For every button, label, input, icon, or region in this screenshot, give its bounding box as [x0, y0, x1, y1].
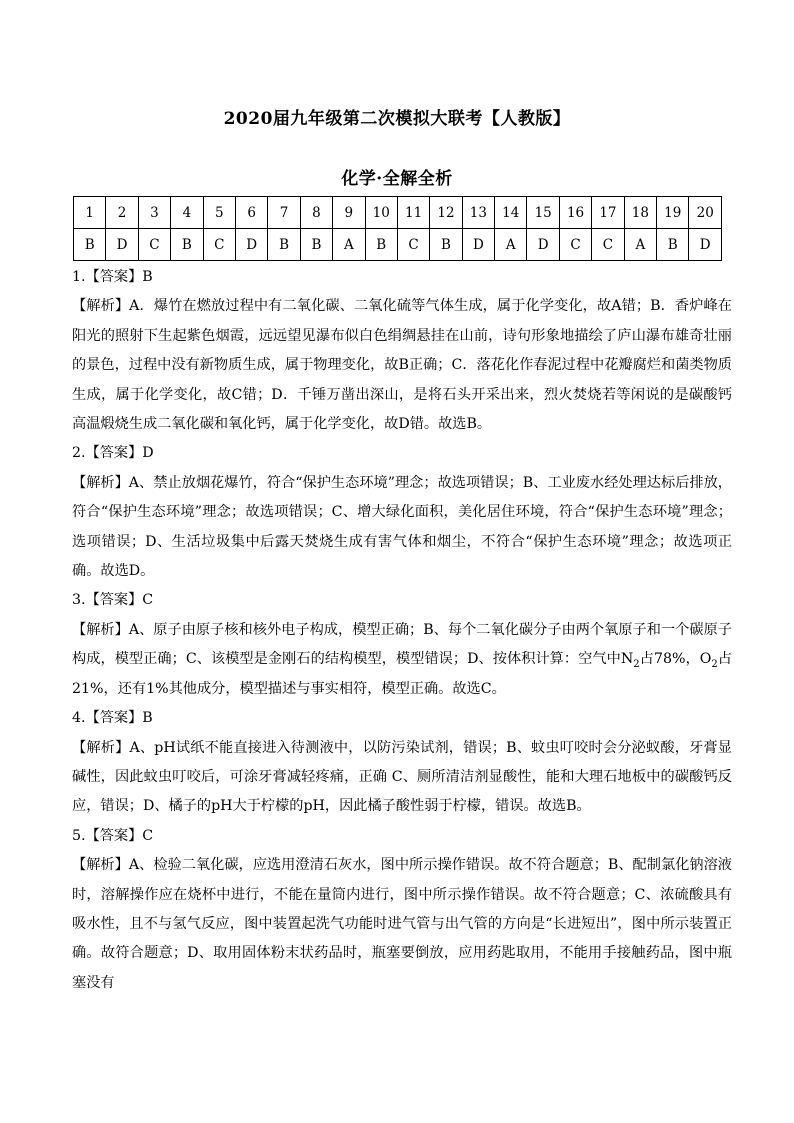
answer-cell: C	[397, 229, 429, 261]
document-title: 2020届九年级第二次模拟大联考【人教版】	[223, 109, 571, 129]
answer-table	[73, 196, 722, 261]
question-number-cell: 7	[268, 197, 300, 229]
answer-cell: B	[657, 229, 689, 261]
analysis-3-part-1: 【解析】A、原子由原子核和核外电子构成，模型正确；B、每个二氧化碳分子由两个氧原子和一个碳原子构成，模型正确；C、该模型是金刚石的结构模型，模型错误；D、按体积计算：空气中N	[72, 621, 732, 668]
question-number-cell: 11	[397, 197, 429, 229]
answer-cell: B	[430, 229, 462, 261]
question-number-cell: 17	[592, 197, 624, 229]
analysis-3-sub-o: 2	[711, 659, 718, 671]
analysis-3	[72, 616, 732, 704]
question-number-cell: 8	[300, 197, 332, 229]
question-number-cell: 9	[333, 197, 365, 229]
analysis-3-part-3: 占21%，还有1%其他成分，模型描述与事实相符，模型正确。故选C。	[72, 651, 732, 697]
answer-table-number-row	[74, 197, 722, 229]
answer-line-5: 5.【答案】C	[72, 827, 154, 844]
question-number-cell: 6	[235, 197, 267, 229]
answer-line-4: 4.【答案】B	[72, 710, 153, 727]
explanation-content	[72, 263, 732, 998]
answer-cell: C	[203, 229, 235, 261]
answer-cell: C	[138, 229, 170, 261]
question-number-cell: 2	[106, 197, 138, 229]
answer-cell: D	[462, 229, 494, 261]
question-number-cell: 5	[203, 197, 235, 229]
question-number-cell: 1	[74, 197, 106, 229]
answer-cell: B	[171, 229, 203, 261]
answer-cell: D	[106, 229, 138, 261]
answer-cell: A	[624, 229, 656, 261]
answer-cell: C	[592, 229, 624, 261]
analysis-5: 【解析】A、检验二氧化碳，应选用澄清石灰水，图中所示操作错误。故不符合题意；B、配制氯化钠溶液时，溶解操作应在烧杯中进行，不能在量筒内进行，图中所示操作错误。故不符合题意；C、浓硫酸具有吸水性，且不与氢气反应，图中装置起洗气功能时进气管与出气管的方向是“长进短出”，图中所示装置正确。故符合题意；D、取用固体粉末状药品时，瓶塞要倒放，应用药匙取用，不能用手接触药品，图中瓶塞没有	[72, 857, 732, 991]
question-number-cell: 13	[462, 197, 494, 229]
question-number-cell: 10	[365, 197, 397, 229]
answer-line-1: 1.【答案】B	[72, 269, 153, 285]
answer-table-answer-row	[74, 229, 722, 261]
question-number-cell: 16	[559, 197, 591, 229]
document-subtitle: 化学·全解全析	[341, 169, 453, 189]
question-number-cell: 4	[171, 197, 203, 229]
analysis-4: 【解析】A、pH试纸不能直接进入待测液中，以防污染试剂，错误；B、蚊虫叮咬时会分泌蚁酸，牙膏显碱性，因此蚊虫叮咬后，可涂牙膏减轻疼痛，正确 C、厕所清洁剂显酸性，能和大理石地板中的碳酸钙反应，错误；D、橘子的pH大于柠檬的pH，因此橘子酸性弱于柠檬，错误。故选B。	[72, 739, 732, 815]
answer-line-3: 3.【答案】C	[72, 592, 154, 609]
answer-cell: D	[689, 229, 722, 261]
answer-cell: B	[74, 229, 106, 261]
analysis-1: 【解析】A．爆竹在燃放过程中有二氧化碳、二氧化硫等气体生成，属于化学变化，故A错；B．香炉峰在阳光的照射下生起紫色烟霞，远远望见瀑布似白色绢绸悬挂在山前，诗句形象地描绘了庐山瀑布雄奇壮丽的景色，过程中没有新物质生成，属于物理变化，故B正确；C．落花化作春泥过程中花瓣腐烂和菌类物质生成，属于化学变化，故C错；D．千锤万凿出深山，是将石头开采出来，烈火焚烧若等闲说的是碳酸钙高温煅烧生成二氧化碳和氧化钙，属于化学变化，故D错。故选B。	[72, 298, 732, 433]
answer-cell: D	[235, 229, 267, 261]
answer-cell: B	[300, 229, 332, 261]
question-number-cell: 20	[689, 197, 722, 229]
question-number-cell: 3	[138, 197, 170, 229]
question-number-cell: 18	[624, 197, 656, 229]
answer-cell: B	[268, 229, 300, 261]
answer-cell: D	[527, 229, 559, 261]
question-number-cell: 12	[430, 197, 462, 229]
analysis-3-part-2: 占78%，O	[639, 651, 712, 668]
question-number-cell: 14	[495, 197, 527, 229]
answer-cell: C	[559, 229, 591, 261]
answer-cell: B	[365, 229, 397, 261]
answer-cell: A	[495, 229, 527, 261]
analysis-2: 【解析】A、禁止放烟花爆竹，符合“保护生态环境”理念；故选项错误；B、工业废水经处理达标后排放，符合“保护生态环境”理念；故选项错误；C、增大绿化面积，美化居住环境，符合“保护生态环境”理念；选项错误；D、生活垃圾集中后露天焚烧生成有害气体和烟尘，不符合“保护生态环境”理念；故选项正确。故选D。	[72, 474, 732, 580]
question-number-cell: 15	[527, 197, 559, 229]
answer-line-2: 2.【答案】D	[72, 445, 154, 462]
answer-cell: A	[333, 229, 365, 261]
analysis-3-sub-n: 2	[633, 659, 640, 671]
question-number-cell: 19	[657, 197, 689, 229]
